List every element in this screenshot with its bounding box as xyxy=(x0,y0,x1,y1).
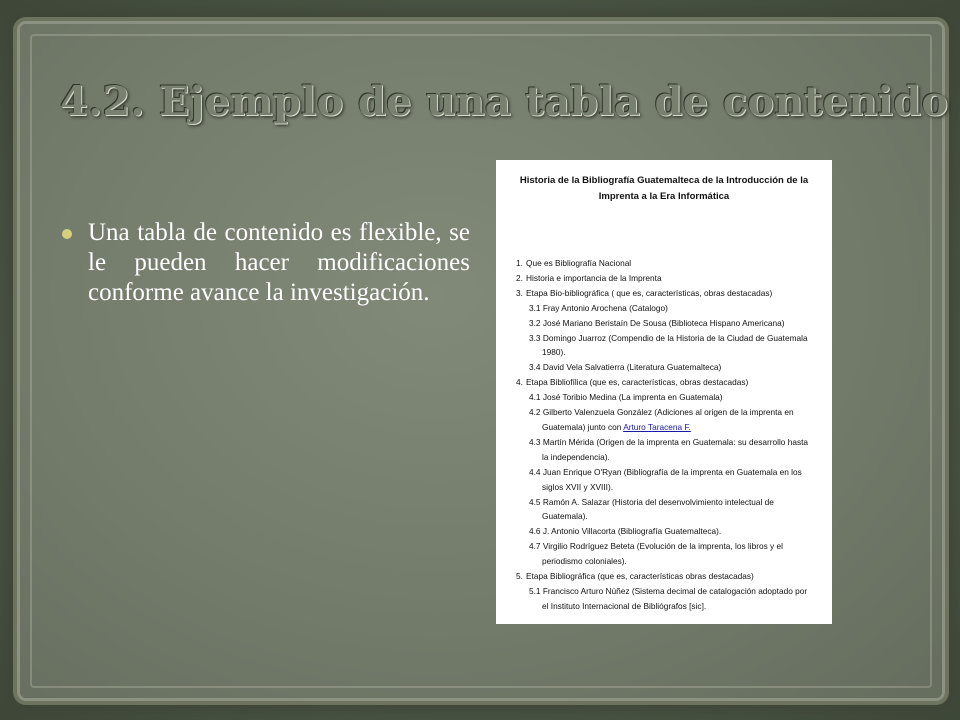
toc-subitem-continued: 1980). xyxy=(542,347,566,358)
toc-item xyxy=(516,256,821,271)
toc-item xyxy=(516,375,821,390)
table-of-contents xyxy=(516,256,821,614)
toc-text: Etapa Bio-bibliográfica ( que es, características, obras destacadas) xyxy=(526,287,773,298)
toc-subitem: 4.3 Martín Mérida (Origen de la imprenta en Guatemala: su desarrollo hasta xyxy=(529,436,809,447)
toc-subitem: 4.4 Juan Enrique O'Ryan (Bibliografía de la imprenta en Guatemala en los xyxy=(529,466,802,477)
toc-subitem-continued: Guatemala). xyxy=(542,511,588,522)
toc-subitem: 5.1 Francisco Arturo Núñez (Sistema decimal de catalogación adoptado por xyxy=(529,585,808,596)
toc-subitem: 3.2 José Mariano Beristaín De Sousa (Biblioteca Hispano Americana) xyxy=(529,317,785,328)
toc-subitem-continued: periodismo coloniales). xyxy=(542,556,627,567)
toc-subitem: 4.7 Virgilio Rodríguez Beteta (Evolución de la imprenta, los libros y el xyxy=(529,541,783,552)
toc-number: 1. xyxy=(516,258,523,268)
toc-number: 3. xyxy=(516,287,523,298)
toc-item xyxy=(516,286,821,301)
toc-subitem-continued: siglos XVII y XVIII). xyxy=(542,481,614,492)
toc-subitem: 3.3 Domingo Juarroz (Compendio de la Historia de la Ciudad de Guatemala xyxy=(529,332,808,343)
author-link[interactable]: Arturo Taracena F. xyxy=(623,421,691,432)
toc-number: 4. xyxy=(516,377,523,388)
toc-document-image xyxy=(496,160,832,624)
document-title: Historia de la Bibliografía Guatemalteca de la Introducción de la Imprenta a la Era Informática xyxy=(519,175,809,202)
toc-subitem: 4.6 J. Antonio Villacorta (Bibliografía Guatemalteca). xyxy=(529,526,722,537)
slide-title: 4.2. Ejemplo de una tabla de contenido xyxy=(60,78,949,125)
bullet-dot-icon xyxy=(62,229,72,239)
toc-subitem-continued xyxy=(516,420,821,435)
toc-subitem-continued: el Instituto Internacional de Bibliógrafos [sic]. xyxy=(542,600,707,611)
toc-item xyxy=(516,569,821,584)
bullet-text: Una tabla de contenido es flexible, se le pueden hacer modificaciones conforme avance la investigación. xyxy=(88,219,470,306)
bullet-item xyxy=(62,218,470,308)
toc-subitem: 4.5 Ramón A. Salazar (Historia del desenvolvimiento intelectual de xyxy=(529,496,774,507)
toc-subitem: 3.4 David Vela Salvatierra (Literatura Guatemalteca) xyxy=(529,362,722,373)
toc-number: 5. xyxy=(516,571,523,582)
toc-subitem: 4.1 José Toribio Medina (La imprenta en Guatemala) xyxy=(529,392,723,403)
toc-item xyxy=(516,271,821,286)
bullet-list xyxy=(62,218,470,308)
toc-text: Historia e importancia de la Imprenta xyxy=(526,272,662,283)
toc-number: 2. xyxy=(516,272,523,283)
toc-text: Guatemala) junto con xyxy=(542,421,624,432)
toc-text: Que es Bibliografía Nacional xyxy=(526,258,632,268)
toc-subitem: 3.1 Fray Antonio Arochena (Catalogo) xyxy=(529,302,668,313)
toc-subitem: 4.2 Gilberto Valenzuela González (Adiciones al origen de la imprenta en xyxy=(529,407,794,418)
toc-text: Etapa Bibliográfica (que es, características obras destacadas) xyxy=(526,571,754,582)
toc-subitem-continued: la independencia). xyxy=(542,451,610,462)
toc-text: Etapa Bibliofílica (que es, características, obras destacadas) xyxy=(526,377,749,388)
